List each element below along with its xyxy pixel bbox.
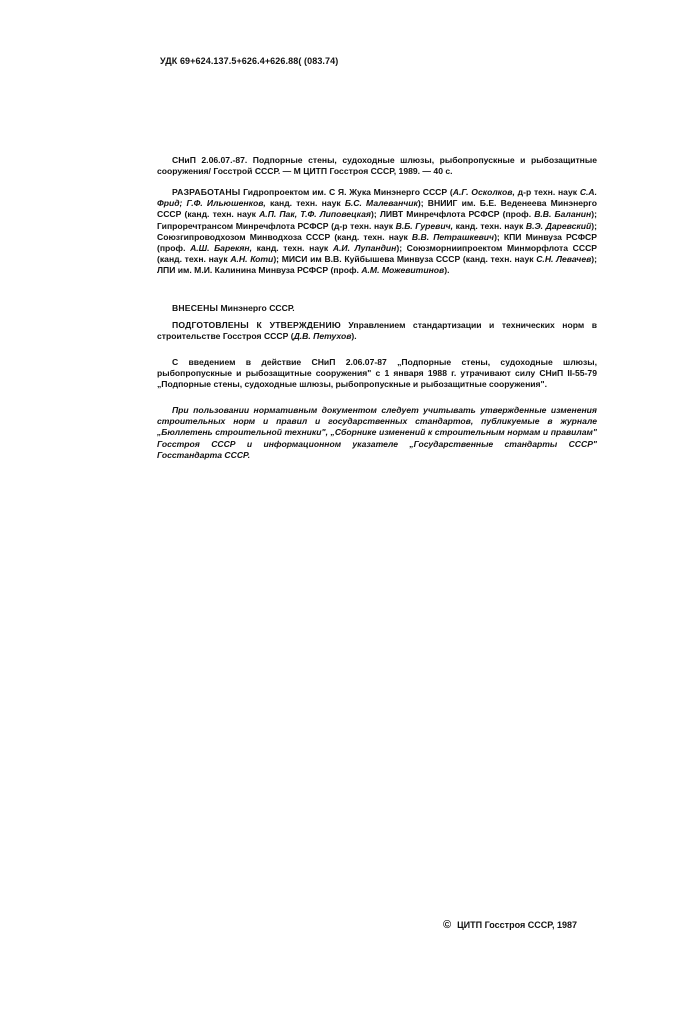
standard-code: СНиП 2.06.07.-87.: [172, 155, 248, 165]
text: ); ЛИВТ Минречфлота РСФСР (проф.: [370, 209, 535, 220]
author: Б.С. Малеванчик: [344, 198, 418, 209]
author: А.П. Пак, Т.Ф. Липовецкая: [259, 209, 371, 220]
text: ); Союзгипроводхозом Минводхоза СССР (канд. техн. наук: [157, 220, 597, 242]
text: ); Союзморниипроектом Минморфлота СССР (канд. техн. наук: [157, 243, 598, 265]
author: А.И. Лупандин: [332, 243, 397, 254]
text: ); КПИ Минвуза РСФСР (проф.: [157, 231, 597, 254]
prepared-person: Д.В. Петухов: [293, 331, 352, 342]
bibliographic-record: [157, 155, 597, 177]
copyright-text: ЦИТП Госстроя СССР, 1987: [457, 920, 577, 930]
text: ).: [444, 265, 450, 276]
text: ); ВНИИГ им. Б.Е. Веденеева Минэнерго СССР (канд. техн. наук: [157, 198, 598, 220]
author: В.Б. Гуревич,: [395, 220, 454, 231]
author: В.В. Баланин: [534, 209, 592, 220]
text: д-р техн. наук: [514, 187, 580, 197]
text: ); ЛПИ им. М.И. Калинина Минвуза РСФСР (проф.: [157, 254, 598, 276]
author: С.Н. Левачев: [536, 254, 592, 265]
udk-code: УДК 69+624.137.5+626.4+626.88( (083.74): [160, 56, 339, 66]
author: В.В. Петрашкевич: [411, 231, 495, 242]
prepared-text: Управлением стандартизации и технических норм в строительстве Госстроя СССР (: [157, 320, 597, 342]
author: А.Ш. Барекян,: [190, 243, 252, 254]
usage-notice-text: При пользовании нормативным документом следует учитывать утвержденные изменения строительных норм и правил и государственных стандартов, публикуемые в журнале „Бюллетень строительной техники", „Сборнике изменений к строительным нормам и правилам" Госстроя СССР и информационном указателе „Государственные стандарты СССР" Госстандарта СССР.: [157, 405, 597, 460]
text: ); МИСИ им В.В. Куйбышева Минвуза СССР (канд. техн. наук: [273, 254, 537, 265]
developed-heading: РАЗРАБОТАНЫ: [172, 187, 241, 197]
introduced-by-paragraph: [157, 303, 597, 314]
author: В.Э. Даревский: [525, 220, 592, 231]
prepared-heading: ПОДГОТОВЛЕНЫ К УТВЕРЖДЕНИЮ: [172, 320, 341, 330]
replacement-paragraph: [157, 357, 597, 391]
usage-notice-paragraph: [157, 405, 597, 461]
introduced-heading: ВНЕСЕНЫ: [172, 303, 219, 313]
text: ).: [351, 331, 357, 342]
developed-by-paragraph: [157, 187, 597, 277]
prepared-paragraph: [157, 320, 597, 342]
text: ); Гипроречтрансом Минречфлота РСФСР (д-р техн. наук: [157, 209, 597, 231]
text: канд. техн. наук: [251, 243, 333, 254]
text: канд. техн. наук: [265, 198, 345, 209]
copyright-line: [443, 919, 577, 931]
author: С.А. Фрид; Г.Ф. Ильюшенков,: [157, 187, 597, 209]
author: А.М. Можевитинов: [361, 265, 445, 276]
text: канд. техн. наук: [453, 220, 526, 231]
copyright-icon: ©: [443, 919, 452, 931]
author: А.Н. Коти: [230, 254, 274, 265]
text: Гидропроектом им. С Я. Жука Минэнерго СССР (: [240, 187, 453, 197]
introduced-text: Минэнерго СССР.: [218, 303, 295, 313]
replacement-text: С введением в действие СНиП 2.06.07-87 „Подпорные стены, судоходные шлюзы, рыбопропускные и рыбозащитные сооружения" с 1 января 1988 г. утрачивают силу СНиП II-55-79 „Подпорные стены, судоходные шлюзы, рыбопропускные и рыбозащитные сооружения".: [157, 357, 597, 390]
bibliographic-text: Подпорные стены, судоходные шлюзы, рыбопропускные и рыбозащитные сооружения/ Госстрой СССР. — М ЦИТП Госстроя СССР, 1989. — 40 с.: [157, 155, 597, 177]
author: А.Г. Осколков,: [452, 187, 515, 197]
